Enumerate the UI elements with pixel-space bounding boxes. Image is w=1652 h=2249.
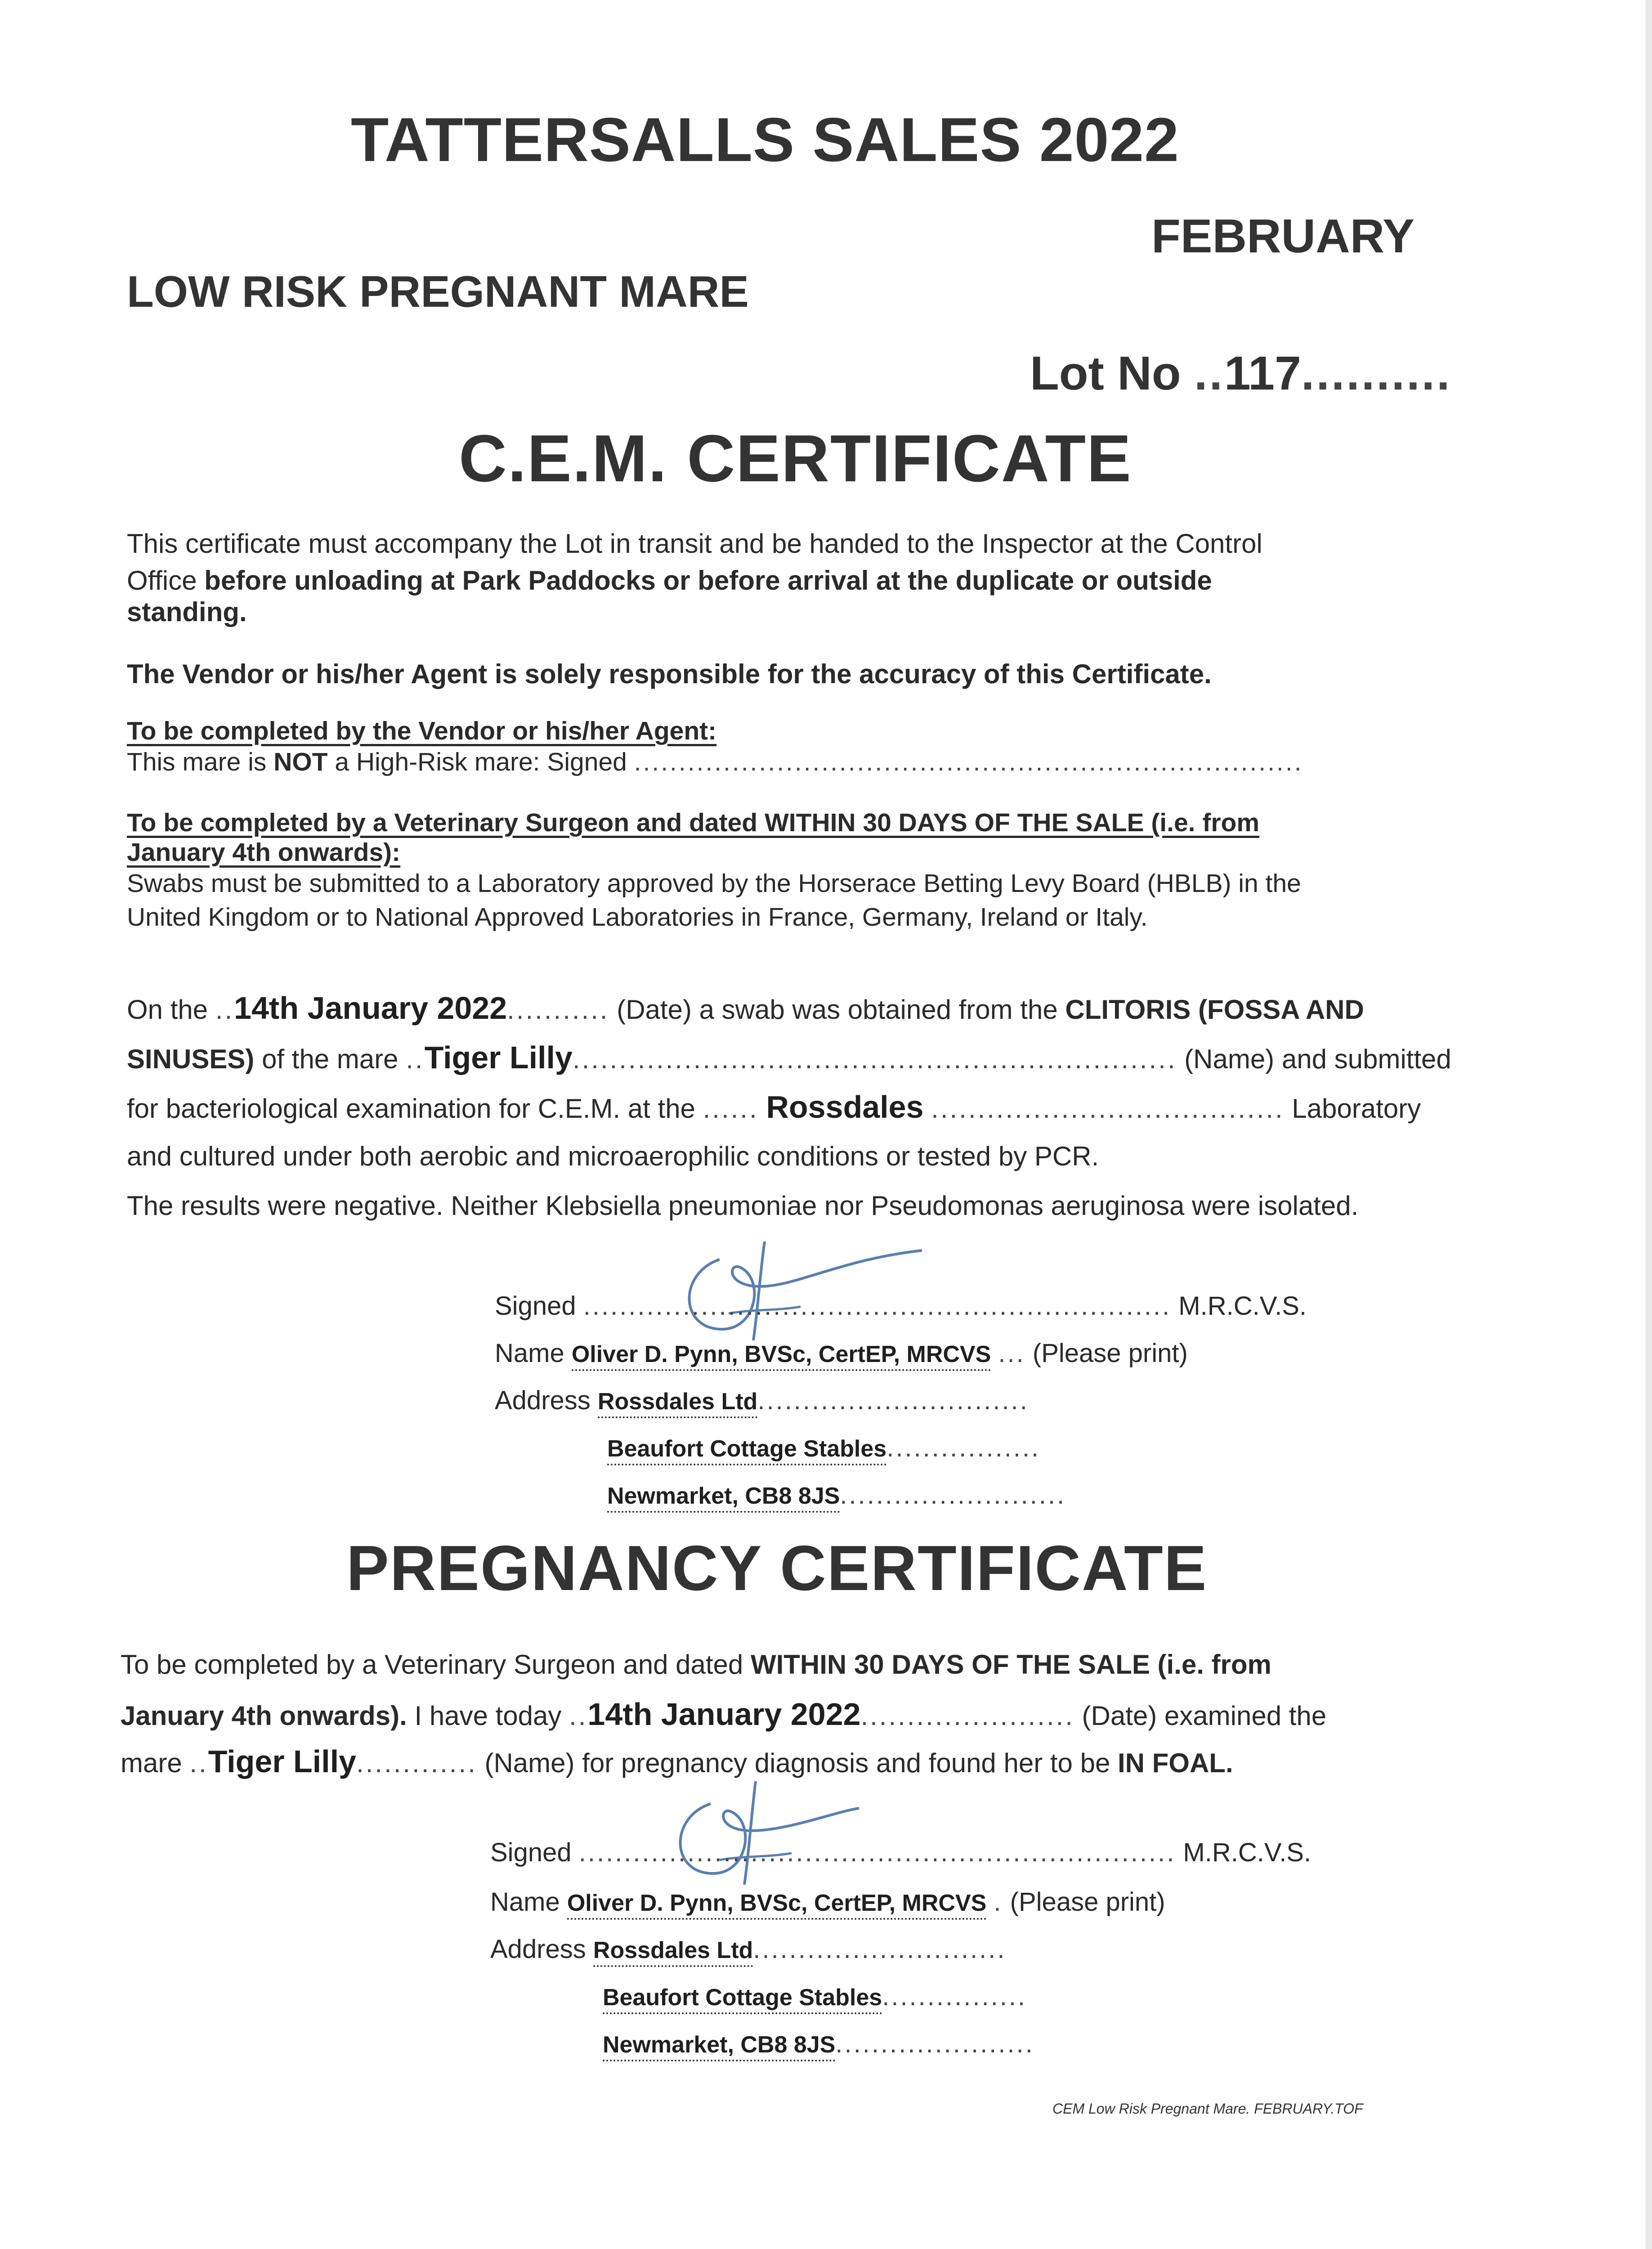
cultured-line: and cultured under both aerobic and microaerophilic conditions or tested by PCR. (127, 1141, 1099, 1171)
lot-label: Lot No (1030, 347, 1181, 400)
preg-address-1: Rossdales Ltd (593, 1937, 753, 1967)
cem-address-1: Rossdales Ltd (598, 1389, 757, 1418)
vet-heading-c: (i.e. from (1151, 808, 1260, 837)
page-title: TATTERSALLS SALES 2022 (351, 105, 1179, 175)
preg-address-3: Newmarket, CB8 8JS (603, 2032, 835, 2061)
signature-scribble-icon (643, 1777, 922, 1894)
cem-name-line: Name Oliver D. Pynn, BVSc, CertEP, MRCVS ... (Please print) (495, 1338, 1188, 1368)
preg-address-line-3: Newmarket, CB8 8JS...................... (603, 2029, 1034, 2059)
cem-signed-line: Signed ................................................................. M.R.C.V.S. (495, 1291, 1307, 1321)
preg-line2-a: January 4th onwards). (121, 1701, 407, 1731)
pregnancy-mare-name: Tiger Lilly (208, 1744, 357, 1779)
on-the-label: On the (127, 995, 208, 1025)
preg-line3-a: mare (121, 1748, 182, 1778)
cem-mare-name: Tiger Lilly (424, 1040, 573, 1075)
swab-site-b: SINUSES) (127, 1044, 255, 1074)
preg-line1-a: To be completed by a Veterinary Surgeon and dated (121, 1649, 743, 1680)
footer-note: CEM Low Risk Pregnant Mare. FEBRUARY.TOF (1052, 2101, 1363, 2117)
preg-mrcvs-label: M.R.C.V.S. (1183, 1838, 1312, 1867)
vendor-declaration (127, 744, 1303, 780)
vendor-signature-line: ........................................................................... (634, 748, 1303, 776)
pregnancy-certificate-title: PREGNANCY CERTIFICATE (346, 1532, 1208, 1604)
scan-edge (1646, 0, 1652, 2249)
cem-mrcvs-label: M.R.C.V.S. (1178, 1291, 1307, 1321)
preg-address-line: Address Rossdales Ltd............................ (490, 1934, 1007, 1964)
cem-address-line-2: Beaufort Cottage Stables................. (607, 1433, 1040, 1463)
cem-intro-line-2 (127, 562, 1212, 599)
vendor-heading: To be completed by the Vendor or his/her Agent: (127, 717, 717, 745)
preg-line1-b: WITHIN 30 DAYS OF THE SALE (i.e. from (750, 1649, 1271, 1680)
cem-name-label: Name (495, 1339, 564, 1368)
preg-please-print: (Please print) (1010, 1887, 1165, 1917)
preg-name-line: Name Oliver D. Pynn, BVSc, CertEP, MRCVS . (Please print) (490, 1887, 1165, 1917)
cem-please-print: (Please print) (1032, 1339, 1188, 1368)
swab-line-2: United Kingdom or to National Approved Laboratories in France, Germany, Ireland or Italy. (127, 903, 1148, 932)
lot-number: 117 (1224, 347, 1301, 400)
cem-signed-label: Signed (495, 1291, 576, 1321)
pregnancy-exam-date: 14th January 2022 (587, 1697, 861, 1732)
responsibility-statement: The Vendor or his/her Agent is solely responsible for the accuracy of this Certificate. (127, 659, 1212, 689)
cem-address-line-3: Newmarket, CB8 8JS......................... (607, 1480, 1066, 1510)
laboratory-line: for bacteriological examination for C.E.M. at the ...... Rossdales ...................................... Laboratory (127, 1089, 1421, 1124)
date-suffix: (Date) a swab was obtained from the (617, 995, 1058, 1025)
name-suffix: (Name) and submitted (1184, 1044, 1451, 1074)
results-line: The results were negative. Neither Klebsiella pneumoniae nor Pseudomonas aeruginosa were isolated. (127, 1191, 1359, 1221)
cem-address-3: Newmarket, CB8 8JS (607, 1483, 840, 1513)
vet-heading-continued: January 4th onwards): (127, 838, 401, 867)
intro-bold-text: before unloading at Park Paddocks or before arrival at the duplicate or outside (204, 565, 1212, 596)
preg-signed-line: Signed .................................................................. M.R.C.V.S. (490, 1838, 1312, 1867)
exam-prefix: for bacteriological examination for C.E.M. at the (127, 1093, 695, 1124)
certificate-category: LOW RISK PREGNANT MARE (127, 267, 749, 316)
cem-address-2: Beaufort Cottage Stables (607, 1436, 886, 1465)
swab-line-1: Swabs must be submitted to a Laboratory approved by the Horserace Betting Levy Board (HBLB) in the (127, 869, 1301, 898)
pregnancy-line-1 (121, 1646, 1271, 1683)
preg-signed-label: Signed (490, 1838, 572, 1867)
preg-line2-c: (Date) examined the (1082, 1701, 1327, 1731)
swab-date-line: On the ..14th January 2022........... (Date) a swab was obtained from the CLITORIS (FOSSA AND (127, 990, 1364, 1026)
cem-vet-name: Oliver D. Pynn, BVSc, CertEP, MRCVS (572, 1341, 991, 1371)
vendor-text-a: This mare is (127, 748, 267, 776)
cem-intro-line-3: standing. (127, 597, 247, 627)
cem-address-line: Address Rossdales Ltd.............................. (495, 1385, 1029, 1416)
vendor-text-b: a High-Risk mare: Signed (335, 748, 627, 776)
of-the-mare-label: of the mare (262, 1044, 398, 1074)
sale-month: FEBRUARY (1151, 210, 1415, 263)
intro-office: Office (127, 565, 197, 596)
vet-heading-a: To be completed by a Veterinary Surgeon and dated (127, 808, 758, 837)
preg-address-2: Beaufort Cottage Stables (603, 1985, 882, 2014)
swab-site-a: CLITORIS (FOSSA AND (1065, 995, 1364, 1025)
preg-line3-b: (Name) for pregnancy diagnosis and found her to be (484, 1748, 1110, 1778)
preg-address-line-2: Beaufort Cottage Stables................ (603, 1981, 1027, 2012)
pregnancy-line-2: January 4th onwards). I have today ..14th January 2022....................... (Date) examined the (121, 1697, 1327, 1732)
preg-address-label: Address (490, 1935, 586, 1964)
vet-heading-b: WITHIN 30 DAYS OF THE SALE (764, 808, 1144, 837)
in-foal-result: IN FOAL. (1117, 1748, 1233, 1778)
preg-vet-name: Oliver D. Pynn, BVSc, CertEP, MRCVS (567, 1890, 986, 1920)
swab-date: 14th January 2022 (234, 990, 507, 1026)
laboratory-suffix: Laboratory (1292, 1093, 1421, 1124)
vendor-not: NOT (273, 748, 328, 776)
lot-number-line: Lot No ..117.......... (1030, 347, 1452, 400)
cem-certificate-title: C.E.M. CERTIFICATE (459, 421, 1132, 496)
mare-name-line: SINUSES) of the mare ..Tiger Lilly................................................................. (Name) and submitted (127, 1040, 1451, 1075)
cem-intro-line-1: This certificate must accompany the Lot in transit and be handed to the Inspector at the Control (127, 529, 1263, 559)
pregnancy-line-3: mare ..Tiger Lilly............. (Name) for pregnancy diagnosis and found her to be IN FOAL. (121, 1744, 1233, 1779)
laboratory-name: Rossdales (766, 1089, 924, 1124)
preg-name-label: Name (490, 1887, 560, 1917)
preg-line2-b: I have today (414, 1701, 562, 1731)
cem-address-label: Address (495, 1386, 591, 1415)
